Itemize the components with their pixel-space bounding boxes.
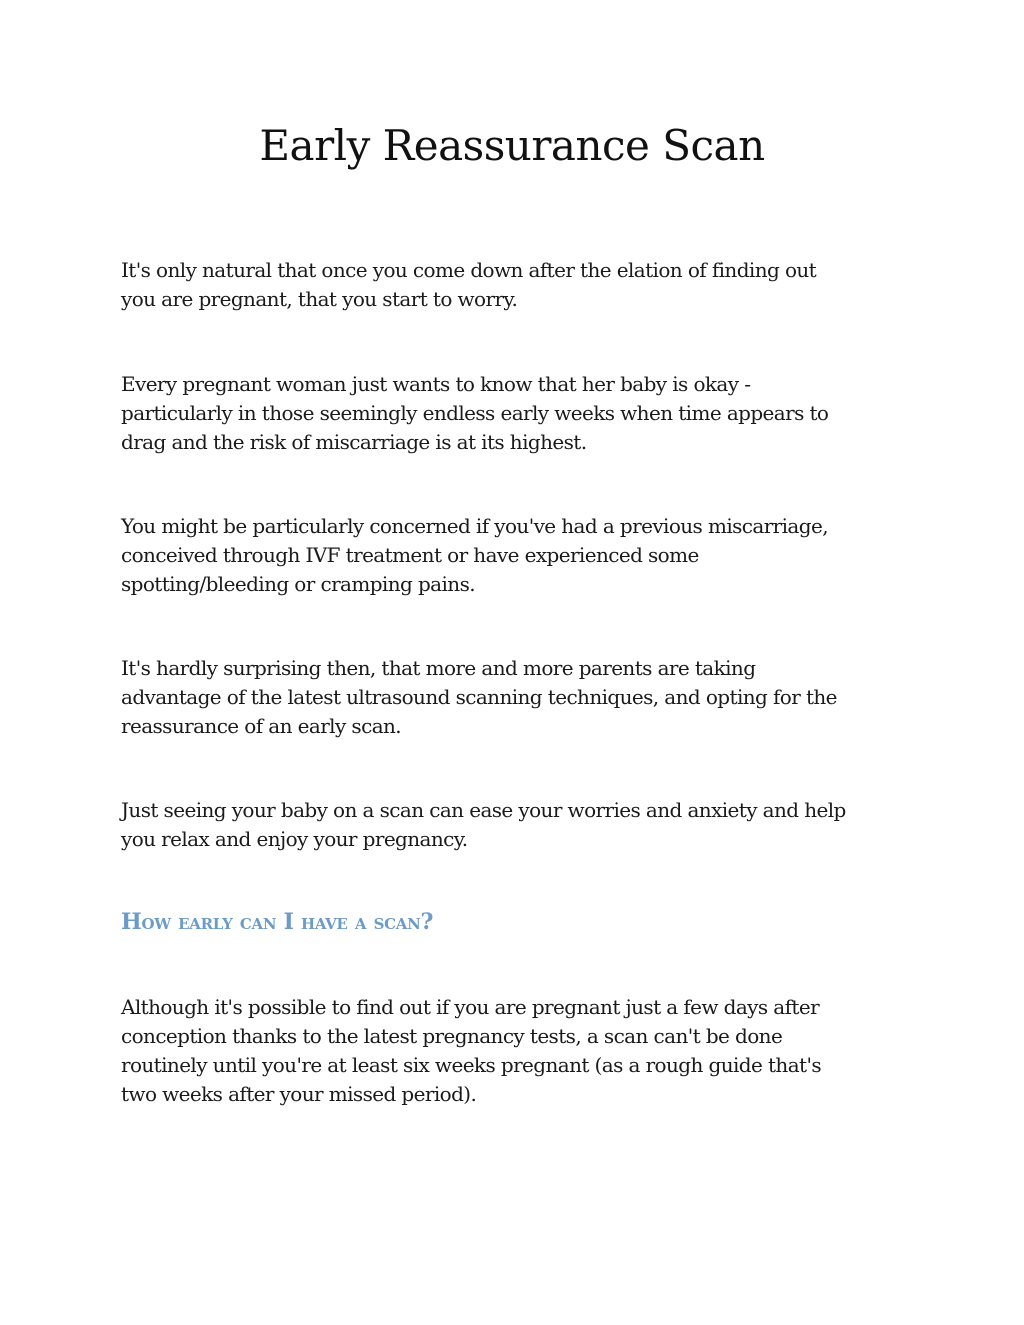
paragraph-line: Every pregnant woman just wants to know that her baby is okay - [121, 372, 751, 396]
paragraph-line: you are pregnant, that you start to worry. [121, 287, 518, 311]
paragraph-line: advantage of the latest ultrasound scanning techniques, and opting for the [121, 685, 837, 709]
paragraph-line: routinely until you're at least six weeks pregnant (as a rough guide that's [121, 1053, 822, 1077]
paragraph-line: spotting/bleeding or cramping pains. [121, 572, 475, 596]
paragraph-line: It's hardly surprising then, that more and more parents are taking [121, 656, 756, 680]
paragraph-line: Just seeing your baby on a scan can ease your worries and anxiety and help [121, 798, 846, 822]
paragraph-2 [121, 370, 911, 457]
section-paragraph [121, 993, 911, 1109]
paragraph-4 [121, 654, 911, 741]
paragraph-line: Although it's possible to find out if you are pregnant just a few days after [121, 995, 820, 1019]
paragraph-line: particularly in those seemingly endless early weeks when time appears to [121, 401, 829, 425]
paragraph-3 [121, 512, 911, 599]
paragraph-line: two weeks after your missed period). [121, 1082, 477, 1106]
paragraph-line: you relax and enjoy your pregnancy. [121, 827, 468, 851]
paragraph-line: conception thanks to the latest pregnancy tests, a scan can't be done [121, 1024, 783, 1048]
paragraph-line: reassurance of an early scan. [121, 714, 402, 738]
document-title: Early Reassurance Scan [259, 121, 765, 170]
paragraph-1 [121, 256, 911, 314]
paragraph-line: You might be particularly concerned if you've had a previous miscarriage, [121, 514, 828, 538]
paragraph-line: conceived through IVF treatment or have experienced some [121, 543, 699, 567]
paragraph-5 [121, 796, 911, 854]
paragraph-line: It's only natural that once you come down after the elation of finding out [121, 258, 817, 282]
section-heading: How early can I have a scan? [121, 909, 434, 935]
paragraph-line: drag and the risk of miscarriage is at its highest. [121, 430, 587, 454]
